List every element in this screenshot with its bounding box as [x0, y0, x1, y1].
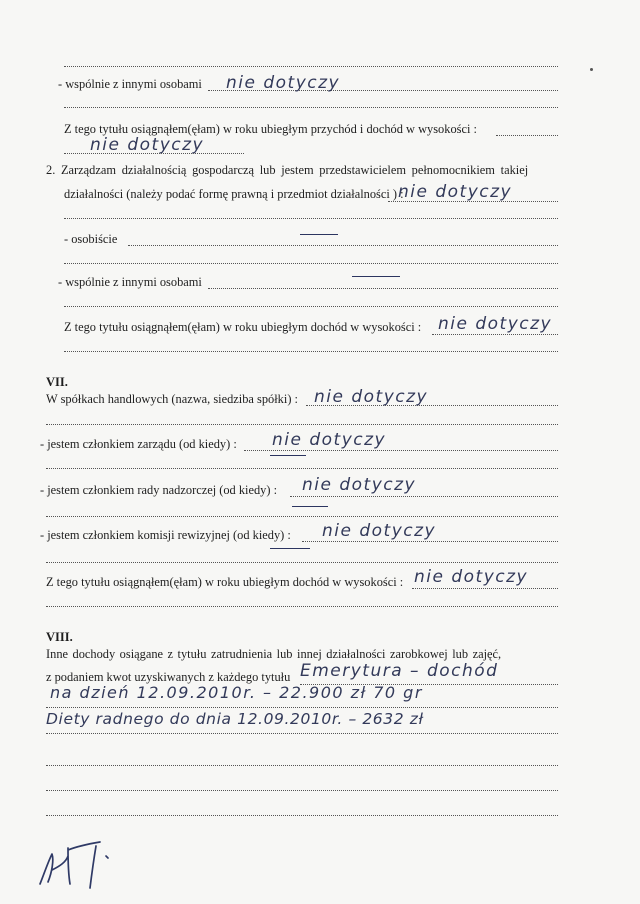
handwritten-answer: nie dotyczy: [414, 567, 529, 587]
dotted-line: [64, 263, 558, 264]
dotted-line: [64, 153, 244, 154]
companies-label: W spółkach handlowych (nazwa, siedziba spółki) :: [46, 392, 298, 406]
board-label: - jestem członkiem zarządu (od kiedy) :: [40, 437, 237, 451]
handwritten-dash: [300, 234, 338, 235]
handwritten-dash: [270, 548, 310, 549]
dotted-line: [46, 606, 558, 607]
handwritten-answer: nie dotyczy: [272, 430, 387, 450]
dotted-line: [128, 245, 558, 246]
dotted-line: [64, 306, 558, 307]
other-income-line1: Inne dochody osiągane z tytułu zatrudnienia lub innej działalności zarobkowej lub zajęć,: [46, 647, 502, 661]
dotted-line: [46, 562, 558, 563]
handwritten-answer: nie dotyczy: [226, 73, 341, 93]
handwritten-answer: Diety radnego do dnia 12.09.2010r. – 2632 zł: [46, 710, 424, 728]
handwritten-dash: [292, 506, 328, 507]
dotted-line: [496, 135, 558, 136]
section-vii-heading: VII.: [46, 375, 68, 389]
handwritten-answer: nie dotyczy: [322, 521, 437, 541]
income-label-vii: Z tego tytułu osiągnąłem(ęłam) w roku ubiegłym dochód w wysokości :: [46, 575, 404, 589]
dotted-line: [46, 468, 558, 469]
dotted-line: [244, 450, 558, 451]
jointly2-label: - wspólnie z innymi osobami: [58, 275, 202, 289]
section-viii-heading: VIII.: [46, 630, 73, 644]
dotted-line: [64, 218, 558, 219]
handwritten-answer: nie dotyczy: [314, 387, 429, 407]
dotted-line: [46, 815, 558, 816]
dotted-line: [64, 351, 558, 352]
dotted-line: [208, 288, 558, 289]
dotted-line: [432, 334, 558, 335]
item2-text-line1: 2. Zarządzam działalnością gospodarczą lub jestem przedstawicielem pełnomocnikiem takiej: [46, 163, 529, 177]
supervisory-label: - jestem członkiem rady nadzorczej (od kiedy) :: [40, 483, 278, 497]
dotted-line: [64, 107, 558, 108]
dotted-line: [412, 588, 558, 589]
dotted-line: [46, 707, 558, 708]
handwritten-answer: na dzień 12.09.2010r. – 22.900 zł 70 gr: [50, 683, 423, 702]
handwritten-dash: [270, 455, 306, 456]
dotted-line: [46, 765, 558, 766]
handwritten-answer: Emerytura – dochód: [300, 661, 499, 681]
audit-label: - jestem członkiem komisji rewizyjnej (od kiedy) :: [40, 528, 291, 542]
dotted-line: [290, 496, 558, 497]
dotted-line: [46, 424, 558, 425]
income-label: Z tego tytułu osiągnąłem(ęłam) w roku ubiegłym przychód i dochód w wysokości :: [64, 122, 477, 136]
dotted-line: [64, 66, 558, 67]
handwritten-answer: nie dotyczy: [302, 475, 417, 495]
dotted-line: [46, 790, 558, 791]
scan-mark: [590, 68, 593, 71]
dotted-line: [302, 541, 558, 542]
other-income-line2: z podaniem kwot uzyskiwanych z każdego tytułu: [46, 670, 291, 684]
signature-icon: [34, 826, 134, 890]
jointly-label: - wspólnie z innymi osobami: [58, 77, 202, 91]
handwritten-answer: nie dotyczy: [398, 182, 513, 202]
income2-label: Z tego tytułu osiągnąłem(ęłam) w roku ubiegłym dochód w wysokości :: [64, 320, 422, 334]
item2-text-line2: działalności (należy podać formę prawną i przedmiot działalności ) :: [64, 187, 404, 201]
dotted-line: [46, 516, 558, 517]
handwritten-answer: nie dotyczy: [90, 135, 205, 155]
handwritten-dash: [352, 276, 400, 277]
handwritten-answer: nie dotyczy: [438, 314, 553, 334]
personal-label: - osobiście: [64, 232, 118, 246]
dotted-line: [46, 733, 558, 734]
